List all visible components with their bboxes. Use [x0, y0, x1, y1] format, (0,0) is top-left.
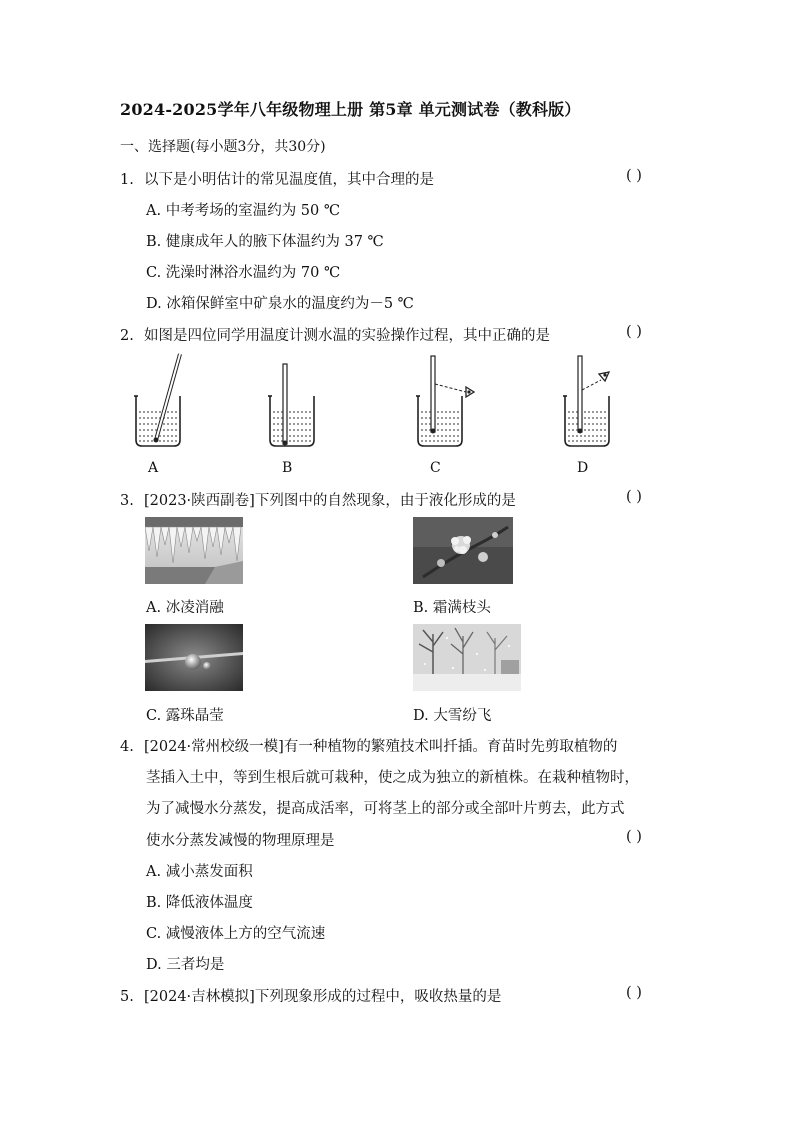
question-2 — [120, 324, 550, 345]
option-a: A. 中考考场的室温约为 50 ℃ — [146, 203, 341, 219]
option-d: D. 冰箱保鲜室中矿泉水的温度约为－5 ℃ — [146, 296, 414, 312]
option-d: D. 大雪纷飞 — [413, 708, 492, 724]
question-number: 3. — [120, 493, 134, 509]
option-c: C. 洗澡时淋浴水温约为 70 ℃ — [146, 265, 341, 281]
thermometer-figure-b — [266, 350, 316, 450]
question-stem: [2024·吉林模拟]下列现象形成的过程中，吸收热量的是 — [144, 989, 502, 1005]
answer-bracket: ( ) — [626, 168, 642, 184]
option-a: A. 冰凌消融 — [146, 600, 224, 616]
question-number: 2. — [120, 328, 134, 344]
thermometer-figure-d — [561, 350, 631, 450]
answer-bracket: ( ) — [626, 829, 642, 845]
figure-label-d: D — [577, 460, 589, 476]
question-stem-line-3: 为了减慢水分蒸发，提高成活率，可将茎上的部分或全部叶片剪去，此方式 — [146, 801, 625, 817]
question-number: 4. — [120, 739, 134, 755]
question-4 — [120, 735, 617, 756]
option-d: D. 三者均是 — [146, 957, 225, 973]
option-c: C. 露珠晶莹 — [146, 708, 224, 724]
question-stem: [2023·陕西副卷]下列图中的自然现象，由于液化形成的是 — [144, 493, 516, 509]
option-b: B. 霜满枝头 — [413, 600, 491, 616]
figure-label-c: C — [430, 460, 441, 476]
answer-bracket: ( ) — [626, 985, 642, 1001]
dew-photo — [145, 624, 243, 691]
question-number: 1. — [120, 172, 134, 188]
question-3 — [120, 489, 516, 510]
question-number: 5. — [120, 989, 134, 1005]
question-1 — [120, 168, 434, 189]
page-title: 2024-2025学年八年级物理上册 第5章 单元测试卷（教科版） — [120, 100, 581, 119]
icicle-photo — [145, 517, 243, 584]
thermometer-figure-a — [132, 350, 182, 450]
question-stem-line-2: 茎插入土中，等到生根后就可栽种，使之成为独立的新植株。在栽种植物时， — [146, 770, 639, 786]
question-stem: 如图是四位同学用温度计测水温的实验操作过程，其中正确的是 — [144, 328, 550, 344]
answer-bracket: ( ) — [626, 489, 642, 505]
answer-bracket: ( ) — [626, 324, 642, 340]
figure-label-a: A — [148, 460, 159, 476]
question-stem-line-1: [2024·常州校级一模]有一种植物的繁殖技术叫扦插。育苗时先剪取植物的 — [144, 739, 618, 755]
option-c: C. 减慢液体上方的空气流速 — [146, 926, 326, 942]
question-5 — [120, 985, 501, 1006]
option-a: A. 减小蒸发面积 — [146, 864, 253, 880]
section-heading: 一、选择题(每小题3分，共30分) — [120, 139, 326, 155]
thermometer-figure-c — [414, 350, 484, 450]
option-b: B. 健康成年人的腋下体温约为 37 ℃ — [146, 234, 384, 250]
option-b: B. 降低液体温度 — [146, 895, 253, 911]
question-stem: 以下是小明估计的常见温度值，其中合理的是 — [144, 172, 434, 188]
frost-photo — [413, 517, 513, 584]
figure-label-b: B — [282, 460, 293, 476]
snow-photo — [413, 624, 521, 691]
question-stem-line-4: 使水分蒸发减慢的物理原理是 — [146, 833, 335, 849]
